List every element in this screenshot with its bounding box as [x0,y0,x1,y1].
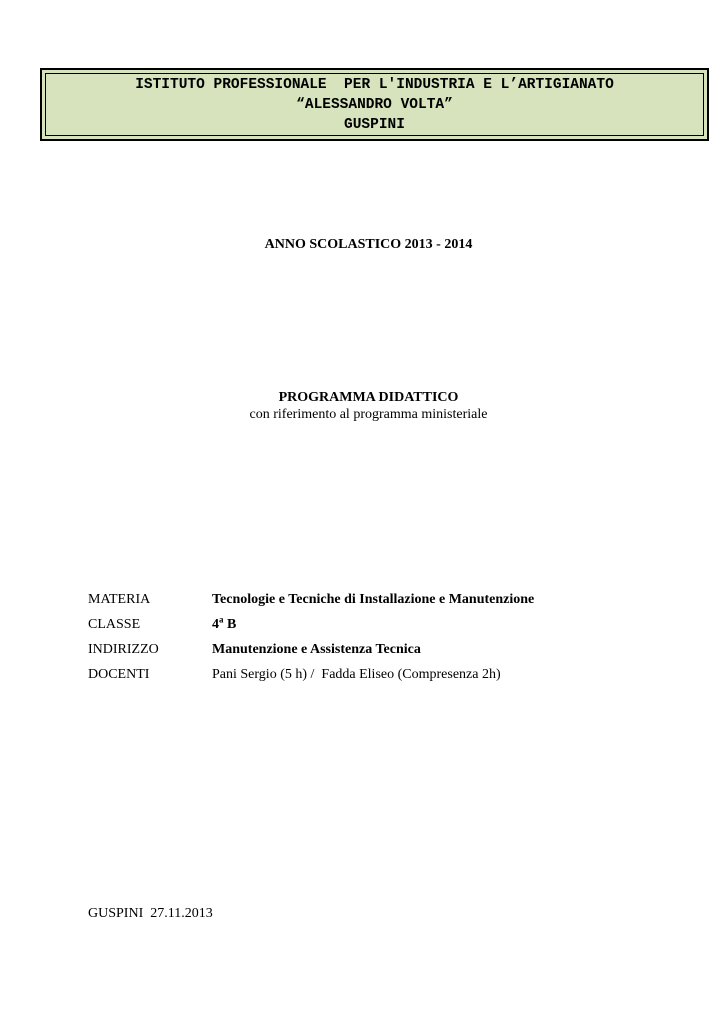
school-year: ANNO SCOLASTICO 2013 - 2014 [264,237,473,252]
institute-namesake: “ALESSANDRO VOLTA” [296,96,453,113]
course-info [88,587,534,687]
institute-header-box [40,68,709,141]
institute-header-inner [45,73,704,136]
classe-superscript: a [219,613,224,624]
place-and-date: GUSPINI 27.11.2013 [88,906,213,921]
materia-label: MATERIA [88,591,151,607]
institute-name: ISTITUTO PROFESSIONALE PER L'INDUSTRIA E L’ARTIGIANATO [135,76,614,93]
info-row-classe [88,612,534,637]
materia-value: Tecnologie e Tecniche di Installazione e Manutenzione [212,591,535,607]
program-title: PROGRAMMA DIDATTICO [278,390,459,405]
classe-number: 4 [212,616,219,632]
indirizzo-value: Manutenzione e Assistenza Tecnica [212,641,421,657]
classe-value [212,613,237,633]
info-row-materia [88,587,534,612]
docenti-label: DOCENTI [88,666,150,682]
docenti-value: Pani Sergio (5 h) / Fadda Eliseo (Compresenza 2h) [212,666,501,682]
program-subtitle: con riferimento al programma ministeriale [249,407,488,422]
classe-section: B [223,616,237,632]
indirizzo-label: INDIRIZZO [88,641,159,657]
info-row-indirizzo [88,637,534,662]
info-row-docenti [88,662,534,687]
program-heading [0,389,725,423]
institute-city: GUSPINI [344,116,405,133]
classe-label: CLASSE [88,616,141,632]
